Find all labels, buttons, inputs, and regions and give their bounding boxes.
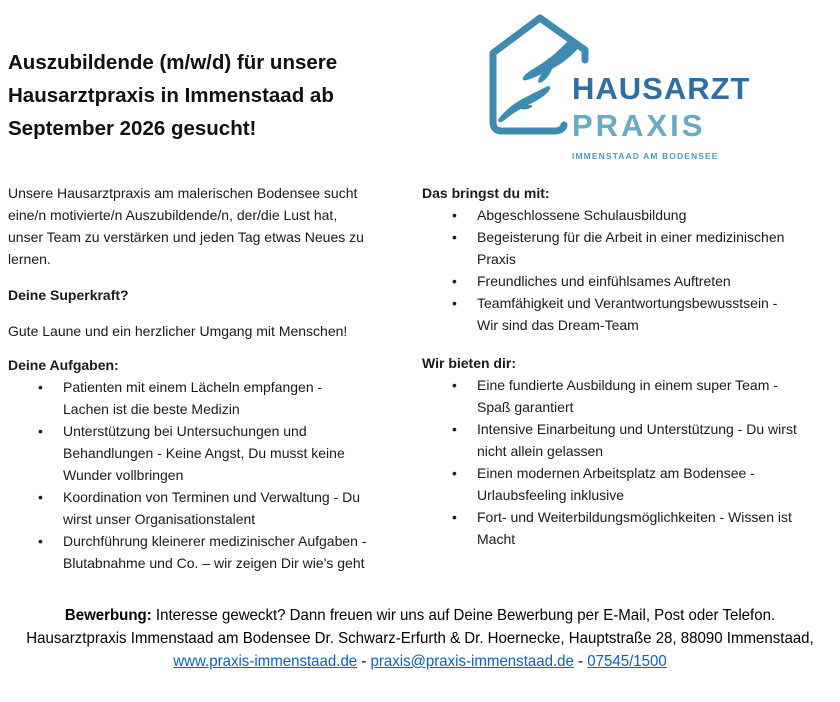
list-item-line: • Fort- und Weiterbildungsmöglichkeiten - Wissen ist [477, 509, 792, 525]
list-item [8, 376, 410, 420]
list-item [422, 374, 838, 418]
list-item [422, 462, 838, 506]
list-item-line: • Koordination von Terminen und Verwaltung - Du [63, 489, 361, 505]
website-link[interactable]: www.praxis-immenstaad.de [173, 653, 358, 670]
bring-list [422, 204, 838, 336]
list-item-line: • Eine fundierte Ausbildung in einem super Team - [477, 377, 778, 393]
footer-bewerbung-label: Bewerbung: [64, 607, 152, 624]
tasks-heading: Deine Aufgaben: [8, 357, 119, 373]
footer-line-3 [25, 650, 815, 673]
footer-line-1-text: Interesse geweckt? Dann freuen wir uns auf Deine Bewerbung per E-Mail, Post oder Telefon. [151, 607, 776, 624]
intro-line: unser Team zu verstärken und jeden Tag etwas Neues zu [8, 229, 364, 245]
list-item [422, 270, 838, 292]
logo-wordmark-top: HAUSARZT [572, 71, 751, 106]
list-item-line: • Begeisterung für die Arbeit in einer medizinischen [477, 229, 785, 245]
list-item-line: Praxis [477, 251, 516, 267]
list-item [422, 506, 838, 550]
list-item-line: Urlaubsfeeling inklusive [477, 487, 625, 503]
footer [0, 604, 840, 673]
list-item [422, 226, 838, 270]
list-item-line: Macht [477, 531, 516, 547]
list-item [422, 204, 838, 226]
left-column [8, 182, 410, 574]
list-item-line: • Intensive Einarbeitung und Unterstützung - Du wirst [477, 421, 797, 437]
list-item [8, 530, 410, 574]
logo-tagline: IMMENSTAAD AM BODENSEE [572, 151, 719, 161]
bring-heading: Das bringst du mit: [422, 185, 550, 201]
footer-separator: - [573, 653, 588, 670]
list-item [422, 418, 838, 462]
list-item [422, 292, 838, 336]
email-link[interactable]: praxis@praxis-immenstaad.de [370, 653, 574, 670]
intro-line: eine/n motivierte/n Auszubildende/n, der/die Lust hat, [8, 207, 338, 223]
page-title-line: September 2026 gesucht! [8, 117, 257, 140]
intro-line: lernen. [8, 251, 51, 267]
list-item-line: Lachen ist die beste Medizin [63, 401, 240, 417]
list-item-line: • Teamfähigkeit und Verantwortungsbewusstsein - [477, 295, 778, 311]
footer-separator: - [357, 653, 371, 670]
list-item [8, 420, 410, 486]
footer-line-1 [25, 604, 815, 627]
page-title-line: Auszubildende (m/w/d) für unsere [8, 51, 338, 74]
logo-wordmark-bottom: PRAXIS [572, 108, 706, 143]
offer-heading: Wir bieten dir: [422, 355, 516, 371]
list-item-line: Blutabnahme und Co. – wir zeigen Dir wie's geht [63, 555, 365, 571]
superpower-heading: Deine Superkraft? [8, 287, 129, 303]
list-item-line: • Einen modernen Arbeitsplatz am Bodensee - [477, 465, 755, 481]
intro-line: Unsere Hausarztpraxis am malerischen Bodensee sucht [8, 185, 358, 201]
superpower-text: Gute Laune und ein herzlicher Umgang mit Menschen! [8, 323, 348, 339]
logo-wordmark [572, 70, 751, 161]
list-item-line: Wunder vollbringen [63, 467, 184, 483]
list-item-line: • Unterstützung bei Untersuchungen und [63, 423, 307, 439]
page-title-line: Hausarztpraxis in Immenstaad ab [8, 84, 334, 107]
footer-line-2: Hausarztpraxis Immenstaad am Bodensee Dr. Schwarz-Erfurth & Dr. Hoernecke, Hauptstraße 28, 88090 Immenstaad, [26, 630, 814, 647]
list-item-line: • Patienten mit einem Lächeln empfangen - [63, 379, 323, 395]
list-item-line: Wir sind das Dream-Team [477, 317, 639, 333]
list-item-line: • Durchführung kleinerer medizinischer Aufgaben - [63, 533, 367, 549]
phone-link[interactable]: 07545/1500 [587, 653, 667, 670]
page-title [8, 46, 337, 145]
list-item-line: • Abgeschlossene Schulausbildung [477, 207, 687, 223]
list-item-line: Behandlungen - Keine Angst, Du musst keine [63, 445, 345, 461]
intro-paragraph [8, 182, 410, 270]
list-item-line: wirst unser Organisationstalent [63, 511, 256, 527]
list-item-line: Spaß garantiert [477, 399, 574, 415]
list-item [8, 486, 410, 530]
offer-list [422, 374, 838, 550]
list-item-line: • Freundliches und einfühlsames Auftreten [477, 273, 731, 289]
list-item-line: nicht allein gelassen [477, 443, 604, 459]
tasks-list [8, 376, 410, 574]
right-column [422, 182, 838, 550]
